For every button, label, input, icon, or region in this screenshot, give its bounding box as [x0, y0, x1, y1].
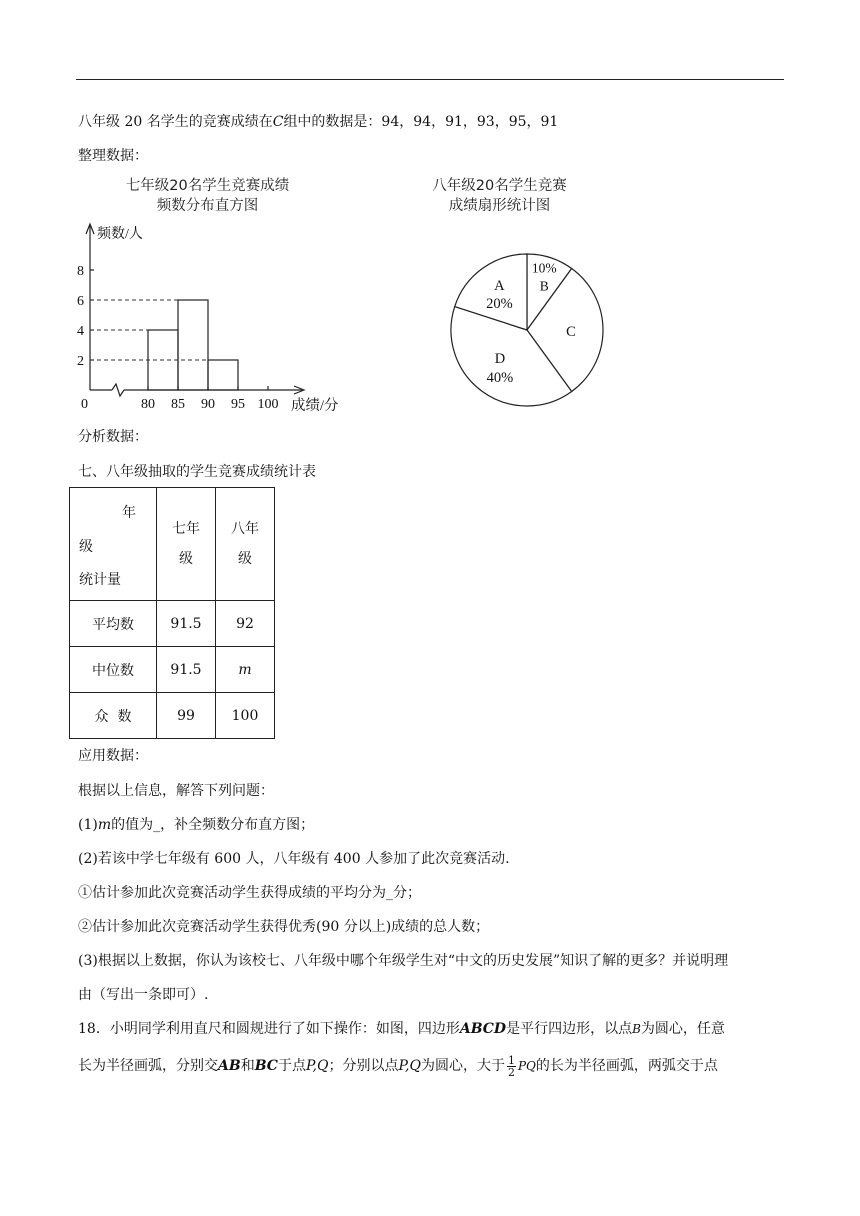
row-label-mode: 众 数 [70, 693, 157, 739]
apply-prompt: 根据以上信息，解答下列问题： [78, 783, 274, 799]
cell-median-grade8: m [216, 647, 275, 693]
origin-label: 0 [81, 397, 88, 412]
organize-heading: 整理数据： [78, 148, 148, 164]
q18-l2-and: 和 [240, 1058, 255, 1074]
pie-title-line1: 八年级20名学生竞赛 [432, 178, 567, 194]
table-row [70, 693, 275, 739]
apply-heading: 应用数据： [78, 748, 148, 764]
fraction-numerator: 1 [507, 1053, 515, 1067]
x-tick-label: 100 [257, 397, 279, 412]
q18-line2 [78, 1050, 718, 1082]
question-2-2: ②估计参加此次竞赛活动学生获得优秀(90 分以上)成绩的总人数； [78, 919, 490, 935]
pie-slice-label: B [539, 278, 549, 294]
pie-title [392, 176, 607, 216]
q1-number: (1) [78, 817, 98, 833]
question-3-line1: (3)根据以上数据，你认为该校七、八年级中哪个年级学生对“中文的历史发展”知识了解的更多？并说明理 [78, 953, 729, 969]
q18-l2-text-a: 长为半径画弧，分别交 [78, 1058, 218, 1074]
y-tick-label: 4 [77, 324, 84, 339]
var-bc: BC [254, 1058, 278, 1074]
var-ab: AB [218, 1058, 241, 1074]
fraction-half [507, 1055, 516, 1078]
cell-mean-grade7: 91.5 [157, 601, 216, 647]
q18-text-c: 为圆心，任意 [640, 1021, 725, 1037]
col2-line2: 级 [238, 551, 252, 567]
table-row [70, 647, 275, 693]
table-title: 七、八年级抽取的学生竞赛成绩统计表 [78, 464, 316, 480]
y-tick-label: 8 [77, 264, 84, 279]
pie-slice-label: D [494, 351, 506, 368]
var-pq: P,Q [305, 1058, 329, 1074]
x-tick-label: 95 [231, 397, 245, 412]
cell-mode-grade7: 99 [157, 693, 216, 739]
col2-line1: 八年 [231, 521, 259, 537]
histogram-bar [178, 300, 208, 390]
q18-l2-text-c: ；分别以点 [328, 1058, 399, 1074]
histogram-title-line1: 七年级20名学生竞赛成绩 [125, 178, 290, 194]
q18-l2-text-d: 为圆心，大于 [420, 1058, 505, 1074]
pie-title-line2: 成绩扇形统计图 [448, 198, 551, 214]
var-b: B [632, 1022, 641, 1036]
intro-text-b: 组中的数据是：94，94，91，93，95，91 [283, 114, 559, 130]
fraction-denominator: 2 [507, 1065, 515, 1079]
x-tick-label: 80 [141, 397, 155, 412]
pie-slice-percent: 20% [486, 295, 513, 312]
var-abcd: ABCD [459, 1021, 507, 1037]
intro-text-a: 八年级 20 名学生的竞赛成绩在 [78, 114, 273, 130]
q18-line1 [78, 1019, 725, 1039]
histogram-bar [208, 360, 238, 390]
var-m: m [97, 817, 112, 833]
corner-ji: 级 [79, 539, 93, 555]
q1-text: 的值为_，补全频数分布直方图； [111, 817, 315, 833]
pie-chart [442, 250, 612, 420]
y-tick-label: 2 [77, 354, 84, 369]
col1-line2: 级 [179, 551, 193, 567]
x-tick-label: 85 [171, 397, 185, 412]
row-label-median: 中位数 [70, 647, 157, 693]
histogram-title [95, 176, 320, 216]
pie-slice-label: C [566, 324, 576, 340]
cell-median-grade7: 91.5 [157, 647, 216, 693]
header-rule [76, 79, 784, 80]
q18-l2-text-b: 于点 [277, 1058, 306, 1074]
histogram-chart [70, 218, 370, 423]
q18-text-a: 18．小明同学利用直尺和圆规进行了如下操作：如图，四边形 [78, 1021, 460, 1037]
q18-text-b: 是平行四边形，以点 [506, 1021, 633, 1037]
table-corner-cell [70, 488, 157, 601]
var-pq-2: P,Q [398, 1058, 421, 1074]
col-grade7-header [157, 488, 216, 601]
question-1 [78, 815, 314, 835]
corner-tongji: 统计量 [79, 572, 121, 588]
question-3-line2: 由（写出一条即可）. [78, 987, 209, 1003]
histogram-title-line2: 频数分布直方图 [156, 198, 259, 214]
axis-break [112, 384, 124, 396]
var-pq-3: PQ [517, 1059, 536, 1073]
intro-line [78, 112, 558, 132]
row-label-mean: 平均数 [70, 601, 157, 647]
col1-line1: 七年 [172, 521, 200, 537]
y-tick-label: 6 [77, 294, 84, 309]
question-2-1: ①估计参加此次竞赛活动学生获得成绩的平均分为_分； [78, 885, 421, 901]
pie-slice-percent: 40% [486, 370, 514, 387]
var-c: C [272, 114, 284, 130]
x-axis-label: 成绩/分 [291, 398, 339, 414]
question-2: (2)若该中学七年级有 600 人，八年级有 400 人参加了此次竞赛活动. [78, 851, 510, 867]
corner-nian: 年 [122, 505, 136, 521]
pie-slice-percent: 10% [531, 260, 557, 276]
cell-mean-grade8: 92 [216, 601, 275, 647]
x-tick-label: 90 [201, 397, 215, 412]
table-row [70, 601, 275, 647]
q18-l2-text-e: 的长为半径画弧，两弧交于点 [535, 1058, 718, 1074]
cell-mode-grade8: 100 [216, 693, 275, 739]
col-grade8-header [216, 488, 275, 601]
y-axis-label: 频数/人 [97, 227, 143, 242]
analysis-heading: 分析数据： [78, 429, 148, 445]
pie-slice-label: A [494, 277, 505, 294]
stats-table [69, 487, 275, 739]
